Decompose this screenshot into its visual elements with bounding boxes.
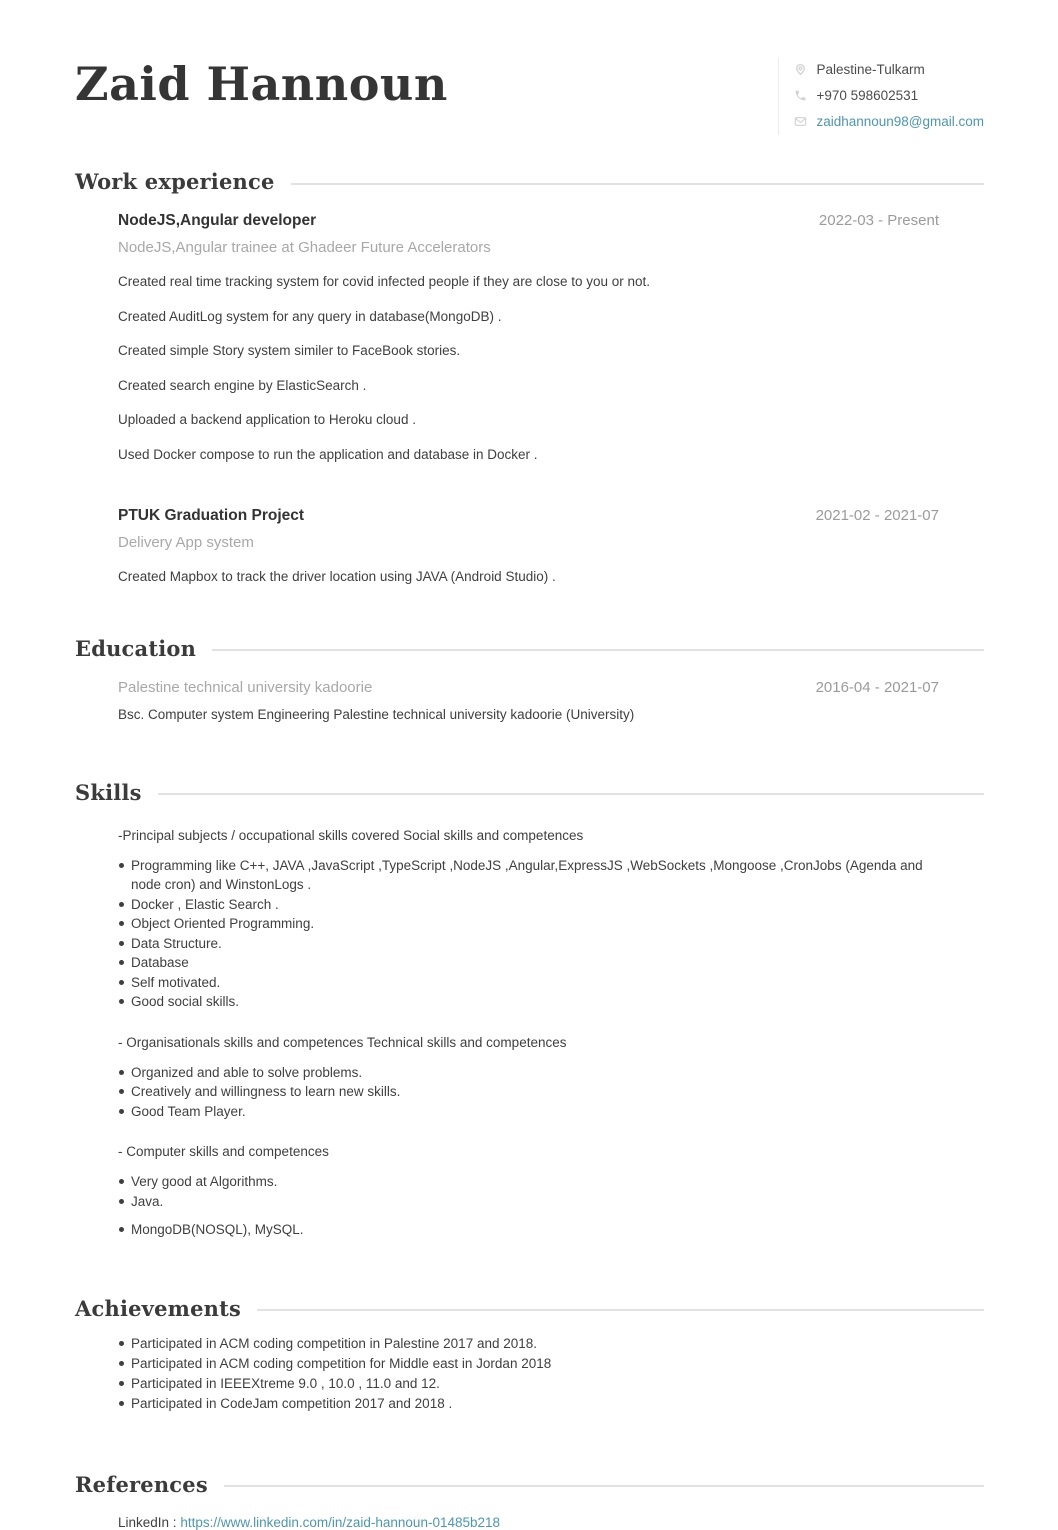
contact-block	[778, 58, 984, 135]
education-section-title: Education	[75, 635, 197, 661]
skills-group-heading: - Organisationals skills and competences Technical skills and competences	[118, 1034, 567, 1050]
education-date-range: 2016-04 - 2021-07	[815, 678, 939, 696]
references-section-header	[75, 1472, 984, 1497]
job-title: NodeJS,Angular developer	[118, 212, 317, 229]
skills-section-title: Skills	[75, 779, 142, 805]
achievements-list	[118, 1334, 984, 1414]
person-name: Zaid Hannoun	[75, 57, 448, 111]
job-date-range: 2021-02 - 2021-07	[815, 507, 939, 525]
job-description-line: Used Docker compose to run the application and database in Docker .	[118, 446, 538, 462]
section-work-experience	[75, 169, 984, 586]
job-subtitle: Delivery App system	[118, 534, 254, 552]
work-entry-2	[118, 507, 984, 586]
email-link[interactable]: zaidhannoun98@gmail.com	[816, 114, 984, 129]
job-subtitle: NodeJS,Angular trainee at Ghadeer Future Accelerators	[118, 239, 491, 256]
job-description-line: Created Mapbox to track the driver location using JAVA (Android Studio) .	[118, 569, 556, 585]
reference-item	[118, 1515, 984, 1530]
job-description-line: Created search engine by ElasticSearch .	[118, 377, 367, 393]
work-entry-1	[118, 212, 984, 463]
skills-group-heading: -Principal subjects / occupational skills covered Social skills and competences	[118, 827, 584, 843]
education-description: Bsc. Computer system Engineering Palestine technical university kadoorie (University)	[118, 706, 635, 722]
school-name: Palestine technical university kadoorie	[118, 678, 373, 696]
contact-location	[794, 62, 984, 77]
work-section-title: Work experience	[75, 169, 275, 194]
skills-list	[118, 856, 984, 1012]
skills-list	[118, 1172, 984, 1240]
phone-text: +970 598602531	[816, 88, 919, 103]
skill-item: Very good at Algorithms.	[118, 1172, 948, 1192]
skills-group-heading: - Computer skills and competences	[118, 1144, 329, 1160]
achievements-section-header	[75, 1296, 984, 1321]
skill-item: Docker , Elastic Search .	[118, 895, 948, 915]
job-description-line: Created real time tracking system for covid infected people if they are close to you or not.	[118, 274, 651, 289]
achievement-item: Participated in ACM coding competition in Palestine 2017 and 2018.	[118, 1334, 948, 1354]
achievements-section-title: Achievements	[75, 1295, 242, 1321]
skill-item: Good Team Player.	[118, 1102, 948, 1122]
skill-item: Programming like C++, JAVA ,JavaScript ,TypeScript ,NodeJS ,Angular,ExpressJS ,WebSockets ,Mongoose ,CronJobs (Agenda and node cron) and WinstonLogs .	[118, 856, 948, 895]
achievement-item: Participated in CodeJam competition 2017 and 2018 .	[118, 1394, 948, 1414]
envelope-icon	[794, 115, 807, 128]
section-rule	[212, 649, 984, 651]
achievement-item: Participated in ACM coding competition for Middle east in Jordan 2018	[118, 1354, 948, 1374]
education-entry	[118, 679, 984, 722]
skill-item: Good social skills.	[118, 992, 948, 1012]
education-section-header	[75, 636, 984, 661]
job-title: PTUK Graduation Project	[118, 507, 305, 525]
contact-phone	[794, 88, 984, 103]
skill-item: Java.	[118, 1192, 948, 1212]
location-pin-icon	[794, 63, 807, 76]
references-section-title: References	[75, 1471, 208, 1497]
linkedin-link[interactable]: https://www.linkedin.com/in/zaid-hannoun-01485b218	[180, 1514, 501, 1530]
job-description-line: Uploaded a backend application to Heroku cloud .	[118, 412, 416, 428]
location-text: Palestine-Tulkarm	[816, 62, 925, 77]
job-description-line: Created simple Story system similer to FaceBook stories.	[118, 343, 461, 359]
skill-item: Object Oriented Programming.	[118, 914, 948, 934]
skill-item: Creatively and willingness to learn new skills.	[118, 1082, 948, 1102]
contact-email	[794, 114, 984, 129]
achievement-item: Participated in IEEEXtreme 9.0 , 10.0 , 11.0 and 12.	[118, 1374, 948, 1394]
job-description-line: Created AuditLog system for any query in database(MongoDB) .	[118, 308, 502, 324]
section-rule	[291, 183, 984, 185]
skills-section-header	[75, 780, 984, 805]
skill-item: Data Structure.	[118, 934, 948, 954]
section-rule	[224, 1485, 984, 1487]
skills-list	[118, 1063, 984, 1122]
job-date-range: 2022-03 - Present	[818, 212, 939, 229]
skill-item: MongoDB(NOSQL), MySQL.	[118, 1220, 948, 1240]
section-skills	[75, 780, 984, 1240]
section-references	[75, 1472, 984, 1530]
skill-item: Organized and able to solve problems.	[118, 1063, 948, 1083]
section-education	[75, 636, 984, 722]
work-section-header	[75, 169, 984, 194]
section-achievements	[75, 1296, 984, 1414]
phone-icon	[794, 89, 807, 102]
skill-item: Self motivated.	[118, 973, 948, 993]
skill-item: Database	[118, 953, 948, 973]
linkedin-label: LinkedIn :	[118, 1514, 177, 1530]
header	[75, 56, 984, 135]
section-rule	[257, 1309, 984, 1311]
section-rule	[158, 793, 984, 795]
